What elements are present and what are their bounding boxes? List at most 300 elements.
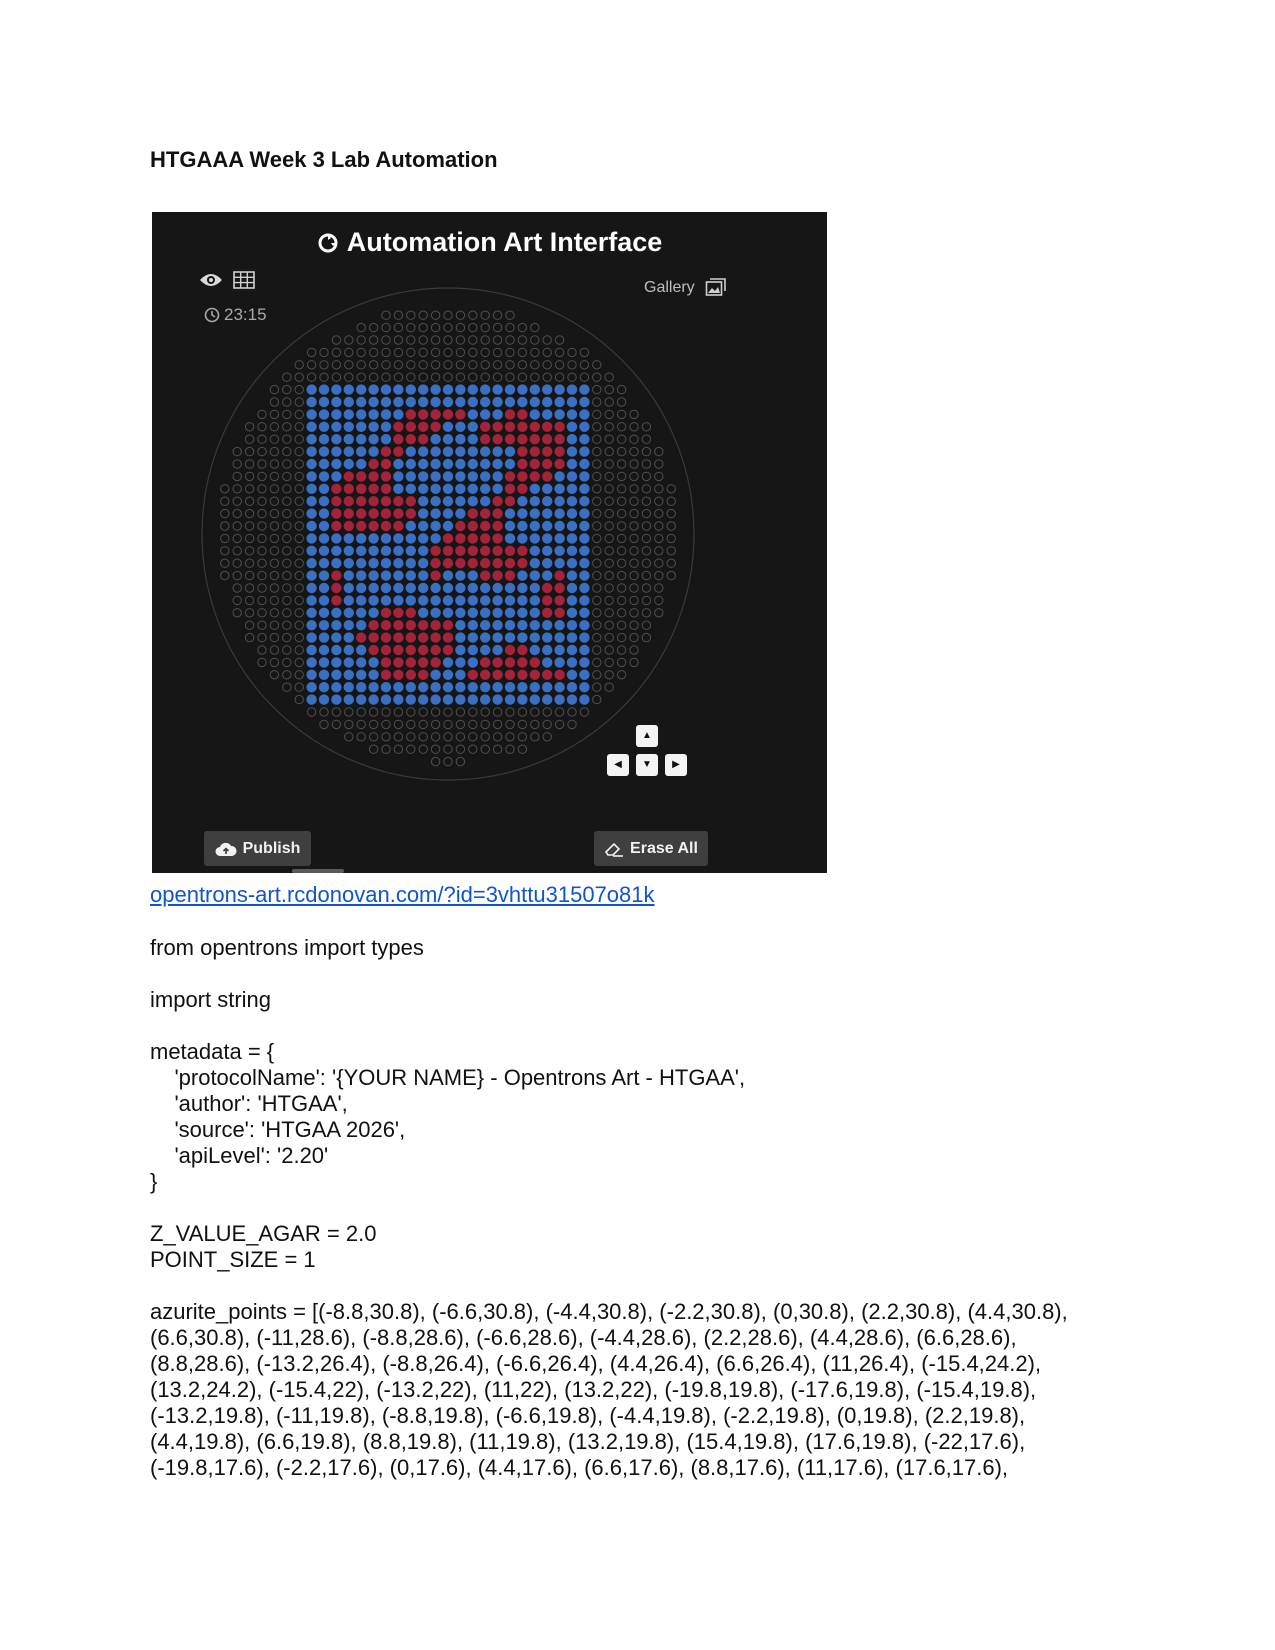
pixel-well[interactable] — [492, 694, 502, 704]
empty-well[interactable] — [617, 522, 625, 530]
empty-well[interactable] — [593, 621, 601, 629]
empty-well[interactable] — [245, 423, 253, 431]
pixel-well[interactable] — [554, 608, 564, 618]
empty-well[interactable] — [655, 596, 663, 604]
empty-well[interactable] — [245, 522, 253, 530]
pixel-well[interactable] — [393, 570, 403, 580]
pixel-well[interactable] — [554, 496, 564, 506]
pixel-well[interactable] — [567, 570, 577, 580]
pixel-well[interactable] — [331, 670, 341, 680]
pixel-well[interactable] — [492, 657, 502, 667]
pixel-well[interactable] — [554, 409, 564, 419]
empty-well[interactable] — [245, 435, 253, 443]
empty-well[interactable] — [605, 621, 613, 629]
pixel-well[interactable] — [430, 694, 440, 704]
pixel-well[interactable] — [554, 434, 564, 444]
pixel-well[interactable] — [368, 422, 378, 432]
pixel-well[interactable] — [368, 397, 378, 407]
pixel-well[interactable] — [517, 446, 527, 456]
pixel-well[interactable] — [554, 546, 564, 556]
empty-well[interactable] — [593, 497, 601, 505]
empty-well[interactable] — [369, 348, 377, 356]
pixel-well[interactable] — [306, 533, 316, 543]
pixel-well[interactable] — [530, 546, 540, 556]
pixel-well[interactable] — [579, 446, 589, 456]
empty-well[interactable] — [506, 733, 514, 741]
empty-well[interactable] — [506, 720, 514, 728]
empty-well[interactable] — [394, 361, 402, 369]
pixel-well[interactable] — [406, 384, 416, 394]
empty-well[interactable] — [245, 571, 253, 579]
pixel-well[interactable] — [480, 620, 490, 630]
pixel-well[interactable] — [443, 546, 453, 556]
pixel-well[interactable] — [505, 608, 515, 618]
pixel-well[interactable] — [517, 397, 527, 407]
empty-well[interactable] — [593, 534, 601, 542]
empty-well[interactable] — [283, 534, 291, 542]
pixel-well[interactable] — [406, 558, 416, 568]
pixel-well[interactable] — [579, 508, 589, 518]
empty-well[interactable] — [258, 497, 266, 505]
empty-well[interactable] — [394, 720, 402, 728]
eye-icon[interactable] — [199, 272, 223, 288]
pixel-well[interactable] — [567, 632, 577, 642]
pixel-well[interactable] — [430, 521, 440, 531]
pixel-well[interactable] — [443, 608, 453, 618]
empty-well[interactable] — [593, 671, 601, 679]
pixel-well[interactable] — [480, 508, 490, 518]
pixel-well[interactable] — [368, 558, 378, 568]
pixel-well[interactable] — [381, 694, 391, 704]
pixel-well[interactable] — [368, 595, 378, 605]
empty-well[interactable] — [382, 323, 390, 331]
pixel-well[interactable] — [542, 422, 552, 432]
empty-well[interactable] — [270, 633, 278, 641]
pixel-well[interactable] — [480, 595, 490, 605]
pixel-well[interactable] — [319, 570, 329, 580]
empty-well[interactable] — [543, 373, 551, 381]
pixel-well[interactable] — [418, 595, 428, 605]
pixel-well[interactable] — [468, 446, 478, 456]
empty-well[interactable] — [655, 460, 663, 468]
empty-well[interactable] — [617, 423, 625, 431]
empty-well[interactable] — [295, 609, 303, 617]
empty-well[interactable] — [332, 373, 340, 381]
empty-well[interactable] — [295, 621, 303, 629]
pixel-well[interactable] — [517, 471, 527, 481]
empty-well[interactable] — [295, 658, 303, 666]
empty-well[interactable] — [221, 509, 229, 517]
pixel-well[interactable] — [492, 546, 502, 556]
empty-well[interactable] — [307, 373, 315, 381]
pixel-well[interactable] — [393, 397, 403, 407]
pixel-well[interactable] — [418, 670, 428, 680]
pixel-well[interactable] — [368, 670, 378, 680]
empty-well[interactable] — [617, 447, 625, 455]
pixel-well[interactable] — [356, 496, 366, 506]
empty-well[interactable] — [295, 522, 303, 530]
empty-well[interactable] — [221, 534, 229, 542]
empty-well[interactable] — [345, 348, 353, 356]
pixel-well[interactable] — [517, 422, 527, 432]
pixel-well[interactable] — [381, 496, 391, 506]
pixel-well[interactable] — [567, 471, 577, 481]
empty-well[interactable] — [444, 708, 452, 716]
pixel-well[interactable] — [406, 620, 416, 630]
empty-well[interactable] — [295, 373, 303, 381]
empty-well[interactable] — [295, 633, 303, 641]
empty-well[interactable] — [295, 509, 303, 517]
empty-well[interactable] — [369, 373, 377, 381]
pixel-well[interactable] — [554, 632, 564, 642]
empty-well[interactable] — [394, 336, 402, 344]
empty-well[interactable] — [332, 361, 340, 369]
empty-well[interactable] — [431, 336, 439, 344]
pixel-well[interactable] — [542, 570, 552, 580]
pixel-well[interactable] — [579, 608, 589, 618]
empty-well[interactable] — [283, 571, 291, 579]
pixel-well[interactable] — [344, 446, 354, 456]
empty-well[interactable] — [593, 522, 601, 530]
empty-well[interactable] — [270, 485, 278, 493]
empty-well[interactable] — [630, 447, 638, 455]
empty-well[interactable] — [431, 708, 439, 716]
empty-well[interactable] — [655, 559, 663, 567]
pixel-well[interactable] — [468, 484, 478, 494]
pixel-well[interactable] — [418, 397, 428, 407]
empty-well[interactable] — [295, 695, 303, 703]
pixel-well[interactable] — [517, 496, 527, 506]
empty-well[interactable] — [655, 584, 663, 592]
pixel-well[interactable] — [542, 558, 552, 568]
empty-well[interactable] — [295, 472, 303, 480]
empty-well[interactable] — [630, 646, 638, 654]
empty-well[interactable] — [617, 410, 625, 418]
empty-well[interactable] — [642, 596, 650, 604]
pixel-well[interactable] — [542, 521, 552, 531]
empty-well[interactable] — [593, 472, 601, 480]
pixel-well[interactable] — [344, 632, 354, 642]
empty-well[interactable] — [394, 373, 402, 381]
pixel-well[interactable] — [306, 595, 316, 605]
pixel-well[interactable] — [331, 570, 341, 580]
empty-well[interactable] — [245, 609, 253, 617]
empty-well[interactable] — [258, 571, 266, 579]
pixel-well[interactable] — [480, 570, 490, 580]
pixel-well[interactable] — [455, 558, 465, 568]
pixel-well[interactable] — [368, 682, 378, 692]
empty-well[interactable] — [593, 460, 601, 468]
pixel-well[interactable] — [381, 459, 391, 469]
empty-well[interactable] — [382, 745, 390, 753]
pixel-well[interactable] — [579, 496, 589, 506]
pixel-well[interactable] — [344, 434, 354, 444]
pixel-well[interactable] — [344, 521, 354, 531]
empty-well[interactable] — [407, 733, 415, 741]
empty-well[interactable] — [419, 373, 427, 381]
pixel-well[interactable] — [418, 459, 428, 469]
pixel-well[interactable] — [430, 459, 440, 469]
pixel-well[interactable] — [406, 521, 416, 531]
pixel-well[interactable] — [517, 521, 527, 531]
pixel-well[interactable] — [356, 595, 366, 605]
pixel-well[interactable] — [505, 546, 515, 556]
empty-well[interactable] — [493, 361, 501, 369]
empty-well[interactable] — [630, 621, 638, 629]
empty-well[interactable] — [655, 485, 663, 493]
pixel-well[interactable] — [443, 471, 453, 481]
empty-well[interactable] — [283, 596, 291, 604]
empty-well[interactable] — [630, 547, 638, 555]
pixel-well[interactable] — [505, 645, 515, 655]
empty-well[interactable] — [593, 398, 601, 406]
pixel-well[interactable] — [505, 595, 515, 605]
pixel-well[interactable] — [418, 546, 428, 556]
empty-well[interactable] — [245, 559, 253, 567]
empty-well[interactable] — [667, 485, 675, 493]
empty-well[interactable] — [568, 720, 576, 728]
pixel-well[interactable] — [480, 694, 490, 704]
pixel-well[interactable] — [406, 657, 416, 667]
pixel-well[interactable] — [517, 384, 527, 394]
empty-well[interactable] — [593, 571, 601, 579]
pixel-well[interactable] — [542, 632, 552, 642]
empty-well[interactable] — [593, 509, 601, 517]
pixel-well[interactable] — [418, 632, 428, 642]
pixel-well[interactable] — [455, 595, 465, 605]
empty-well[interactable] — [419, 311, 427, 319]
pixel-well[interactable] — [492, 446, 502, 456]
empty-well[interactable] — [531, 733, 539, 741]
empty-well[interactable] — [283, 435, 291, 443]
empty-well[interactable] — [593, 385, 601, 393]
empty-well[interactable] — [258, 485, 266, 493]
pixel-well[interactable] — [554, 583, 564, 593]
empty-well[interactable] — [283, 584, 291, 592]
empty-well[interactable] — [642, 423, 650, 431]
pixel-well[interactable] — [393, 496, 403, 506]
pixel-well[interactable] — [530, 570, 540, 580]
pixel-well[interactable] — [344, 595, 354, 605]
pixel-well[interactable] — [468, 508, 478, 518]
empty-well[interactable] — [667, 571, 675, 579]
pixel-well[interactable] — [381, 558, 391, 568]
empty-well[interactable] — [531, 708, 539, 716]
pixel-well[interactable] — [579, 422, 589, 432]
empty-well[interactable] — [270, 460, 278, 468]
empty-well[interactable] — [382, 373, 390, 381]
empty-well[interactable] — [605, 472, 613, 480]
empty-well[interactable] — [630, 497, 638, 505]
pixel-well[interactable] — [455, 546, 465, 556]
pixel-well[interactable] — [554, 508, 564, 518]
pixel-well[interactable] — [418, 434, 428, 444]
pixel-well[interactable] — [430, 471, 440, 481]
empty-well[interactable] — [307, 708, 315, 716]
empty-well[interactable] — [630, 509, 638, 517]
pixel-well[interactable] — [455, 682, 465, 692]
pixel-well[interactable] — [331, 608, 341, 618]
pixel-well[interactable] — [455, 570, 465, 580]
pixel-well[interactable] — [455, 422, 465, 432]
empty-well[interactable] — [345, 733, 353, 741]
pixel-well[interactable] — [381, 632, 391, 642]
empty-well[interactable] — [630, 435, 638, 443]
pixel-well[interactable] — [505, 521, 515, 531]
empty-well[interactable] — [407, 323, 415, 331]
empty-well[interactable] — [283, 447, 291, 455]
empty-well[interactable] — [283, 410, 291, 418]
pixel-well[interactable] — [331, 558, 341, 568]
empty-well[interactable] — [642, 621, 650, 629]
empty-well[interactable] — [444, 361, 452, 369]
pixel-well[interactable] — [530, 484, 540, 494]
pixel-well[interactable] — [579, 620, 589, 630]
empty-well[interactable] — [270, 584, 278, 592]
empty-well[interactable] — [655, 609, 663, 617]
pixel-well[interactable] — [406, 670, 416, 680]
empty-well[interactable] — [221, 547, 229, 555]
empty-well[interactable] — [518, 336, 526, 344]
pixel-well[interactable] — [356, 645, 366, 655]
pixel-well[interactable] — [517, 682, 527, 692]
pixel-well[interactable] — [579, 570, 589, 580]
empty-well[interactable] — [345, 361, 353, 369]
empty-well[interactable] — [283, 658, 291, 666]
pixel-well[interactable] — [567, 459, 577, 469]
empty-well[interactable] — [605, 435, 613, 443]
pixel-well[interactable] — [480, 632, 490, 642]
pixel-well[interactable] — [319, 446, 329, 456]
pixel-well[interactable] — [356, 471, 366, 481]
pixel-well[interactable] — [418, 422, 428, 432]
empty-well[interactable] — [655, 522, 663, 530]
pixel-well[interactable] — [492, 459, 502, 469]
pixel-well[interactable] — [406, 583, 416, 593]
empty-well[interactable] — [456, 373, 464, 381]
pixel-well[interactable] — [492, 496, 502, 506]
empty-well[interactable] — [543, 348, 551, 356]
empty-well[interactable] — [605, 596, 613, 604]
empty-well[interactable] — [407, 745, 415, 753]
pixel-well[interactable] — [406, 533, 416, 543]
pixel-well[interactable] — [393, 620, 403, 630]
empty-well[interactable] — [369, 720, 377, 728]
pixel-well[interactable] — [542, 484, 552, 494]
pixel-well[interactable] — [344, 657, 354, 667]
pixel-well[interactable] — [567, 694, 577, 704]
pixel-well[interactable] — [406, 496, 416, 506]
empty-well[interactable] — [295, 683, 303, 691]
empty-well[interactable] — [444, 733, 452, 741]
empty-well[interactable] — [605, 547, 613, 555]
pixel-well[interactable] — [368, 620, 378, 630]
pixel-well[interactable] — [492, 533, 502, 543]
pixel-well[interactable] — [505, 471, 515, 481]
empty-well[interactable] — [630, 658, 638, 666]
pixel-well[interactable] — [393, 533, 403, 543]
empty-well[interactable] — [518, 720, 526, 728]
empty-well[interactable] — [555, 336, 563, 344]
pixel-well[interactable] — [406, 471, 416, 481]
pixel-well[interactable] — [505, 384, 515, 394]
empty-well[interactable] — [580, 348, 588, 356]
pixel-well[interactable] — [480, 384, 490, 394]
empty-well[interactable] — [345, 720, 353, 728]
pixel-well[interactable] — [331, 595, 341, 605]
empty-well[interactable] — [456, 348, 464, 356]
pixel-well[interactable] — [430, 620, 440, 630]
empty-well[interactable] — [332, 708, 340, 716]
pixel-well[interactable] — [406, 608, 416, 618]
pixel-well[interactable] — [331, 384, 341, 394]
pixel-well[interactable] — [554, 484, 564, 494]
empty-well[interactable] — [593, 447, 601, 455]
pixel-well[interactable] — [530, 434, 540, 444]
empty-well[interactable] — [605, 509, 613, 517]
pixel-well[interactable] — [443, 645, 453, 655]
empty-well[interactable] — [295, 584, 303, 592]
pixel-well[interactable] — [381, 397, 391, 407]
pixel-well[interactable] — [480, 533, 490, 543]
empty-well[interactable] — [233, 460, 241, 468]
empty-well[interactable] — [630, 633, 638, 641]
empty-well[interactable] — [258, 522, 266, 530]
pixel-well[interactable] — [530, 595, 540, 605]
empty-well[interactable] — [444, 323, 452, 331]
pixel-well[interactable] — [492, 682, 502, 692]
empty-well[interactable] — [419, 733, 427, 741]
pixel-well[interactable] — [331, 496, 341, 506]
empty-well[interactable] — [283, 646, 291, 654]
pixel-well[interactable] — [406, 434, 416, 444]
pixel-well[interactable] — [567, 608, 577, 618]
empty-well[interactable] — [518, 361, 526, 369]
empty-well[interactable] — [605, 410, 613, 418]
empty-well[interactable] — [270, 596, 278, 604]
pixel-well[interactable] — [430, 608, 440, 618]
pixel-well[interactable] — [418, 521, 428, 531]
pixel-well[interactable] — [406, 459, 416, 469]
empty-well[interactable] — [233, 485, 241, 493]
pixel-well[interactable] — [344, 533, 354, 543]
pixel-well[interactable] — [542, 459, 552, 469]
empty-well[interactable] — [642, 447, 650, 455]
pixel-well[interactable] — [344, 583, 354, 593]
pixel-well[interactable] — [319, 533, 329, 543]
pixel-well[interactable] — [393, 694, 403, 704]
empty-well[interactable] — [456, 336, 464, 344]
pixel-well[interactable] — [356, 521, 366, 531]
pixel-well[interactable] — [331, 533, 341, 543]
empty-well[interactable] — [593, 658, 601, 666]
pixel-well[interactable] — [344, 422, 354, 432]
empty-well[interactable] — [258, 547, 266, 555]
empty-well[interactable] — [593, 410, 601, 418]
pixel-well[interactable] — [530, 657, 540, 667]
empty-well[interactable] — [407, 720, 415, 728]
empty-well[interactable] — [493, 336, 501, 344]
pixel-well[interactable] — [319, 521, 329, 531]
pixel-well[interactable] — [306, 583, 316, 593]
pixel-well[interactable] — [319, 682, 329, 692]
empty-well[interactable] — [295, 423, 303, 431]
pixel-well[interactable] — [517, 558, 527, 568]
empty-well[interactable] — [642, 485, 650, 493]
empty-well[interactable] — [357, 323, 365, 331]
empty-well[interactable] — [617, 609, 625, 617]
pixel-well[interactable] — [443, 422, 453, 432]
